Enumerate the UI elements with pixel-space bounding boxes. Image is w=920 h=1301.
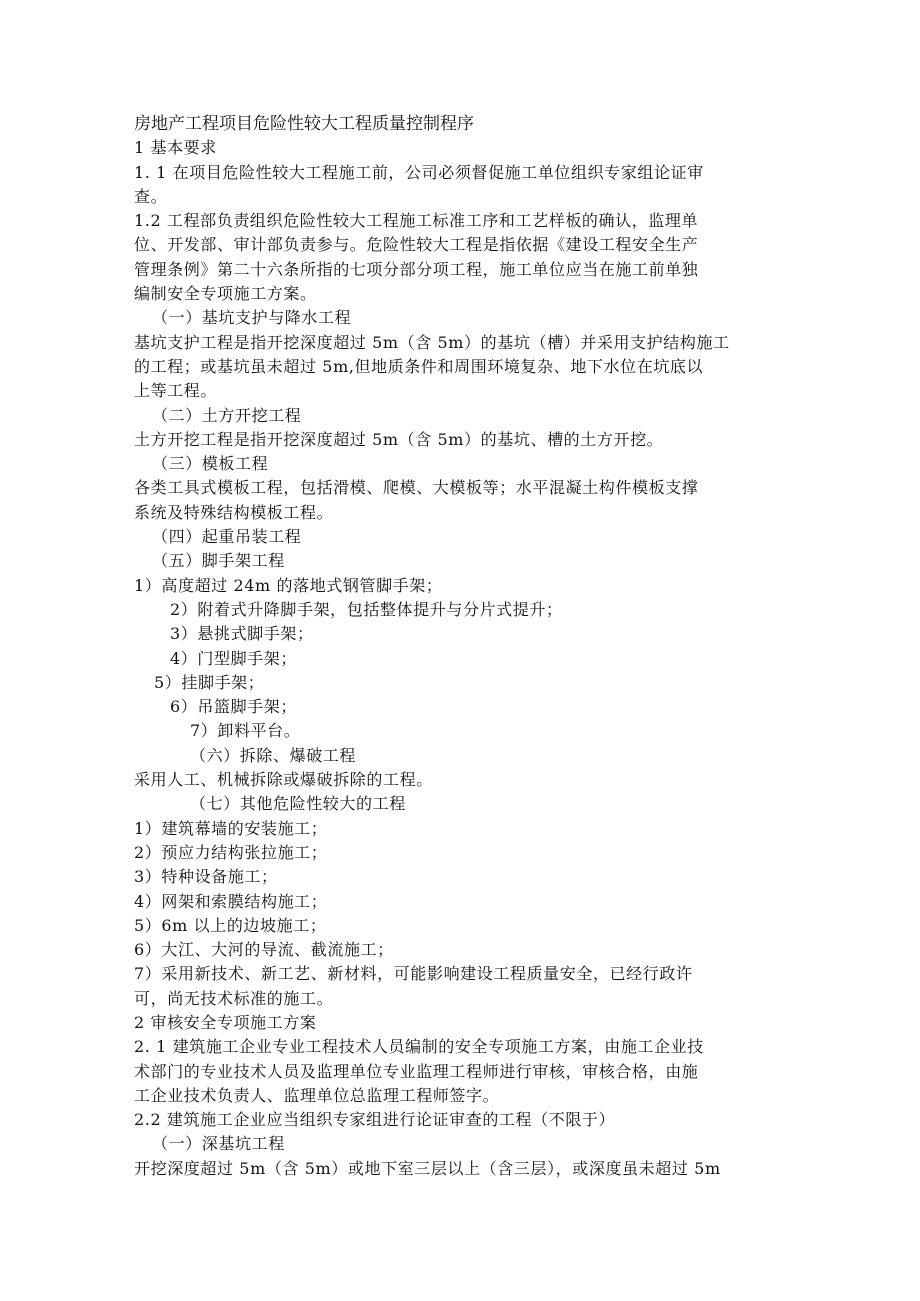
paragraph-line: 基坑支护工程是指开挖深度超过 5m（含 5m）的基坑（槽）并采用支护结构施工	[134, 332, 730, 352]
list-item: 7）采用新技术、新工艺、新材料，可能影响建设工程质量安全，已经行政许	[134, 964, 693, 984]
paragraph-line: 2. 1 建筑施工企业专业工程技术人员编制的安全专项施工方案，由施工企业技	[134, 1037, 704, 1057]
paragraph-line: 术部门的专业技术人员及监理单位专业监理工程师进行审核，审核合格，由施	[134, 1061, 699, 1081]
subsection-heading: （二）土方开挖工程	[152, 405, 302, 425]
list-item: 4）门型脚手架；	[170, 648, 297, 668]
paragraph-line: 的工程；或基坑虽未超过 5m,但地质条件和周围环境复杂、地下水位在坑底以	[134, 356, 704, 376]
paragraph-line: 2.2 建筑施工企业应当组织专家组进行论证审查的工程（不限于）	[134, 1110, 616, 1130]
paragraph-line: 查。	[134, 186, 168, 206]
list-item: 3）悬挑式脚手架；	[170, 624, 314, 644]
document-title: 房地产工程项目危险性较大工程质量控制程序	[134, 114, 474, 134]
subsection-heading: （一）深基坑工程	[152, 1134, 285, 1154]
subsection-heading: （四）起重吊装工程	[152, 527, 302, 547]
paragraph-line: 各类工具式模板工程，包括滑模、爬模、大模板等；水平混凝土构件模板支撑	[134, 478, 699, 498]
paragraph-line: 采用人工、机械拆除或爆破拆除的工程。	[134, 770, 433, 790]
list-item: 2）预应力结构张拉施工；	[134, 842, 328, 862]
subsection-heading: （六）拆除、爆破工程	[190, 745, 357, 765]
subsection-heading: （三）模板工程	[152, 454, 269, 474]
section-heading: 2 审核安全专项施工方案	[134, 1012, 317, 1032]
list-item: 1）高度超过 24m 的落地式钢管脚手架；	[134, 575, 443, 595]
paragraph-line: 位、开发部、审计部负责参与。危险性较大工程是指依据《建设工程安全生产	[134, 235, 699, 255]
list-item: 6）大江、大河的导流、截流施工；	[134, 940, 394, 960]
paragraph-line: 1. 1 在项目危险性较大工程施工前，公司必须督促施工单位组织专家组论证审	[134, 162, 704, 182]
paragraph-line: 1.2 工程部负责组织危险性较大工程施工标准工序和工艺样板的确认，监理单	[134, 211, 699, 231]
paragraph-line: 管理条例》第二十六条所指的七项分部分项工程，施工单位应当在施工前单独	[134, 259, 699, 279]
list-item: 1）建筑幕墙的安装施工；	[134, 818, 328, 838]
list-item: 4）网架和索膜结构施工；	[134, 891, 328, 911]
list-item: 5）6m 以上的边坡施工；	[134, 915, 327, 935]
list-item: 6）吊篮脚手架；	[170, 697, 297, 717]
section-heading: 1 基本要求	[134, 138, 217, 158]
paragraph-line: 编制安全专项施工方案。	[134, 284, 317, 304]
list-item: 2）附着式升降脚手架，包括整体提升与分片式提升；	[170, 599, 563, 619]
document-body	[134, 112, 784, 1181]
paragraph-line: 工企业技术负责人、监理单位总监理工程师签字。	[134, 1085, 500, 1105]
paragraph-line: 可，尚无技术标准的施工。	[134, 988, 334, 1008]
paragraph-line: 开挖深度超过 5m（含 5m）或地下室三层以上（含三层），或深度虽未超过 5m	[134, 1158, 721, 1178]
list-item: 5）挂脚手架；	[154, 672, 265, 692]
paragraph-line: 系统及特殊结构模板工程。	[134, 502, 334, 522]
paragraph-line: 土方开挖工程是指开挖深度超过 5m（含 5m）的基坑、槽的土方开挖。	[134, 429, 664, 449]
list-item: 7）卸料平台。	[190, 721, 301, 741]
list-item: 3）特种设备施工；	[134, 867, 278, 887]
subsection-heading: （一）基坑支护与降水工程	[152, 308, 352, 328]
paragraph-line: 上等工程。	[134, 381, 218, 401]
subsection-heading: （五）脚手架工程	[152, 551, 285, 571]
subsection-heading: （七）其他危险性较大的工程	[190, 794, 406, 814]
